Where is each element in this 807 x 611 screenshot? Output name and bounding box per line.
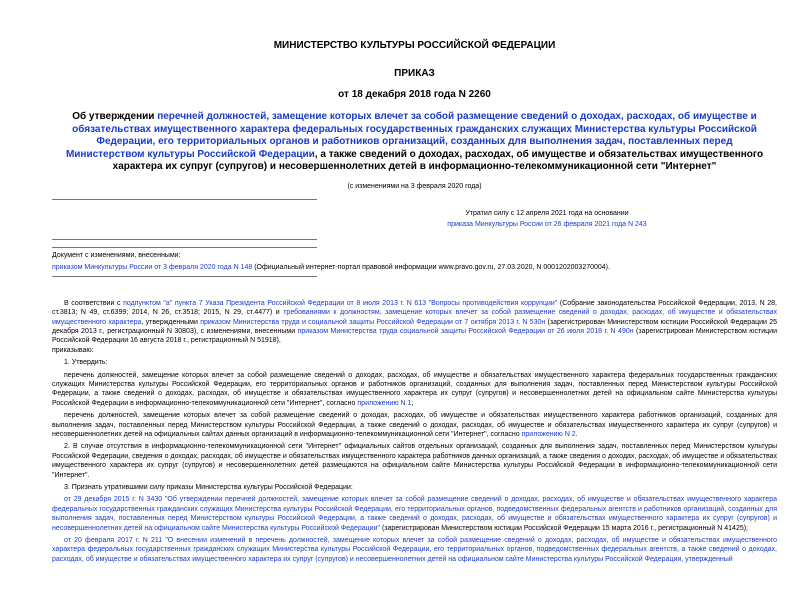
title-tail: , а также сведений о доходах, расходах, об имуществе и обязательствах имущественного характера их супруг (супругов) и несовершеннолетних детей в информационно-телекоммуникационной сети "Интернет" [112, 148, 764, 172]
paragraph-list-2 [52, 411, 777, 439]
link-order-530n[interactable]: приказом Министерства труда и социальной защиты Российской Федерации от 7 октября 2013 г. N 530н [200, 318, 546, 326]
paragraph-preamble [52, 299, 777, 346]
paragraph-order: приказываю: [52, 346, 94, 354]
doc-type-heading: ПРИКАЗ [394, 68, 435, 79]
expiry-link[interactable]: приказа Минкультуры России от 26 февраля 2021 года N 243 [447, 220, 647, 228]
text: В соответствии с [64, 299, 124, 307]
text: . [575, 430, 578, 438]
expiry-block [317, 209, 777, 230]
text: , утвержденными [141, 318, 201, 326]
text: (зарегистрирован Министерством юстиции Российской Федерации 15 марта 2016 г., регистрационный N 41425); [380, 524, 749, 532]
document-page [0, 40, 807, 611]
link-order-211[interactable]: от 20 февраля 2017 г. N 211 "О внесении изменений в перечень должностей, замещение которых влечет за собой размещение сведений о доходах, расходах, об имуществе и обязательствах имущественного характера федеральных государственных гражданских служащих Министерства культуры Российской Федерации, его территориальных органов, подведомственных федеральных агентств, а также сведений о доходах, расходах, об имуществе и обязательствах имущественного характера их супруг (супругов) и несовершеннолетних детей на официальном сайте Министерства культуры Российской Федерации, утвержденный [52, 537, 777, 563]
doc-title [52, 111, 777, 174]
title-lead: Об утверждении [72, 111, 158, 122]
paragraph-3: 3. Признать утратившими силу приказы Министерства культуры Российской Федерации: [64, 484, 353, 491]
ministry-heading: МИНИСТЕРСТВО КУЛЬТУРЫ РОССИЙСКОЙ ФЕДЕРАЦИИ [273, 40, 556, 51]
text: перечень должностей, замещение которых влечет за собой размещение сведений о доходах, расходах, об имуществе и обязательствах имущественного характера работников организаций, созданных для выполнения задач, поставленных перед Министерством культуры Российской Федерации, а также сведений о доходах, расходах, об имуществе и обязательствах имущественного характера их супруг (супругов) и несовершеннолетних детей на официальных сайтах данных организаций в информационно-телекоммуникационной сети "Интернет", согласно [52, 412, 777, 438]
amendments-tail: (Официальный интернет-портал правовой информации www.pravo.gov.ru, 27.03.2020, N 0001202003270004). [252, 264, 610, 272]
text: ; [411, 399, 414, 407]
expiry-text: Утратил силу с 12 апреля 2021 года на основании [465, 209, 629, 217]
amendments-line [52, 263, 777, 272]
paragraph-approve: 1. Утвердить: [64, 359, 108, 367]
paragraph-list-1 [52, 371, 777, 409]
divider [52, 239, 317, 240]
paragraph-2: 2. В случае отсутствия в информационно-телекоммуникационной сети "Интернет" официальных сайтов отдельных организаций, созданных для выполнения задач, поставленных перед Министерством культуры Российской Федерации, сведения о доходах, расходах, об имуществе и обязательствах имущественного характера работников данных организаций, а также сведения о доходах, расходах, об имуществе и обязательствах имущественного характера их супруг (супругов) и несовершеннолетних детей размещаются на официальном сайте Министерства культуры Российской Федерации в информационно-телекоммуникационной сети "Интернет". [52, 443, 777, 479]
amendments-block [52, 251, 777, 273]
divider [52, 247, 317, 248]
link-appendix-1[interactable]: приложению N 1 [357, 399, 412, 407]
link-order-490n[interactable]: приказом Министерства труда социальной защиты Российской Федерации от 26 июля 2018 г. N 490н [297, 327, 634, 335]
divider [52, 199, 317, 200]
paragraph-repeal-1 [52, 495, 777, 533]
amendments-link[interactable]: приказом Минкультуры России от 3 февраля 2020 года N 148 [52, 264, 253, 272]
doc-date-number: от 18 декабря 2018 года N 2260 [338, 89, 491, 100]
text: (зарегистрирован Министерством юстиции Российской Федерации 25 декабря 2013 г., регистрационный N 30803), с изменениями, внесенными [52, 318, 777, 335]
text: (Собрание законодательства Российской Федерации, 2013, N 28, ст.3813; N 49, ст.6399; 2014, N 26, ст.3518; 2015, N 29, ст.4477) и [52, 299, 777, 317]
text: (зарегистрирован Министерством юстиции Российской Федерации 16 августа 2018 г., регистрационный N 51918), [52, 327, 778, 345]
paragraph-repeal-2 [52, 536, 777, 564]
link-appendix-2[interactable]: приложению N 2 [521, 430, 576, 438]
changes-note: (с изменениями на 3 февраля 2020 года) [347, 182, 482, 190]
amendments-label: Документ с изменениями, внесенными: [52, 252, 181, 260]
link-order-3430[interactable]: от 29 декабря 2015 г. N 3430 "Об утверждении перечней должностей, замещение которых влечет за собой размещение сведений о доходах, расходах, об имуществе и обязательствах имущественного характера федеральных государственных гражданских служащих Министерства культуры Российской Федерации, его территориальных органов, подведомственных федеральных агентств и работников организаций, созданных для выполнения задач, поставленных перед Министерством культуры Российской Федерации, а также сведений о доходах, расходах, об имуществе и обязательствах имущественного характера их супруг (супругов) и несовершеннолетних детей на официальном сайте Министерства культуры Российской Федерации" [52, 496, 777, 532]
title-link[interactable]: перечней должностей, замещение которых влечет за собой размещение сведений о доходах, расходах, об имуществе и обязательствах имущественного характера федеральных государственных гражданских служащих Министерства культуры Российской Федерации, его территориальных органов и работников организаций, созданных для выполнения задач, поставленных перед Министерством культуры Российской Федерации [65, 111, 757, 160]
divider [52, 276, 317, 277]
text: перечень должностей, замещение которых влечет за собой размещение сведений о доходах, расходах, об имуществе и обязательствах имущественного характера федеральных государственных гражданских служащих Министерства культуры Российской Федерации, его территориальных органов и работников организаций, созданных для выполнения задач, поставленных перед Министерством культуры Российской Федерации, а также сведений о доходах, расходах, об имуществе и обязательствах имущественного характера их супруг (супругов) и несовершеннолетних детей на официальном сайте Министерства культуры Российской Федерации в информационно-телекоммуникационной сети "Интернет", согласно [52, 371, 777, 407]
link-requirements[interactable]: требованиями к должностям, замещение которых влечет за собой размещение сведений о доходах, расходах, об имуществе и обязательствах имущественного характера [52, 309, 777, 326]
link-decree[interactable]: подпунктом "а" пункта 7 Указа Президента Российской Федерации от 8 июля 2013 г. N 613 "Вопросы противодействия коррупции" [123, 299, 558, 307]
document-body [52, 299, 777, 565]
